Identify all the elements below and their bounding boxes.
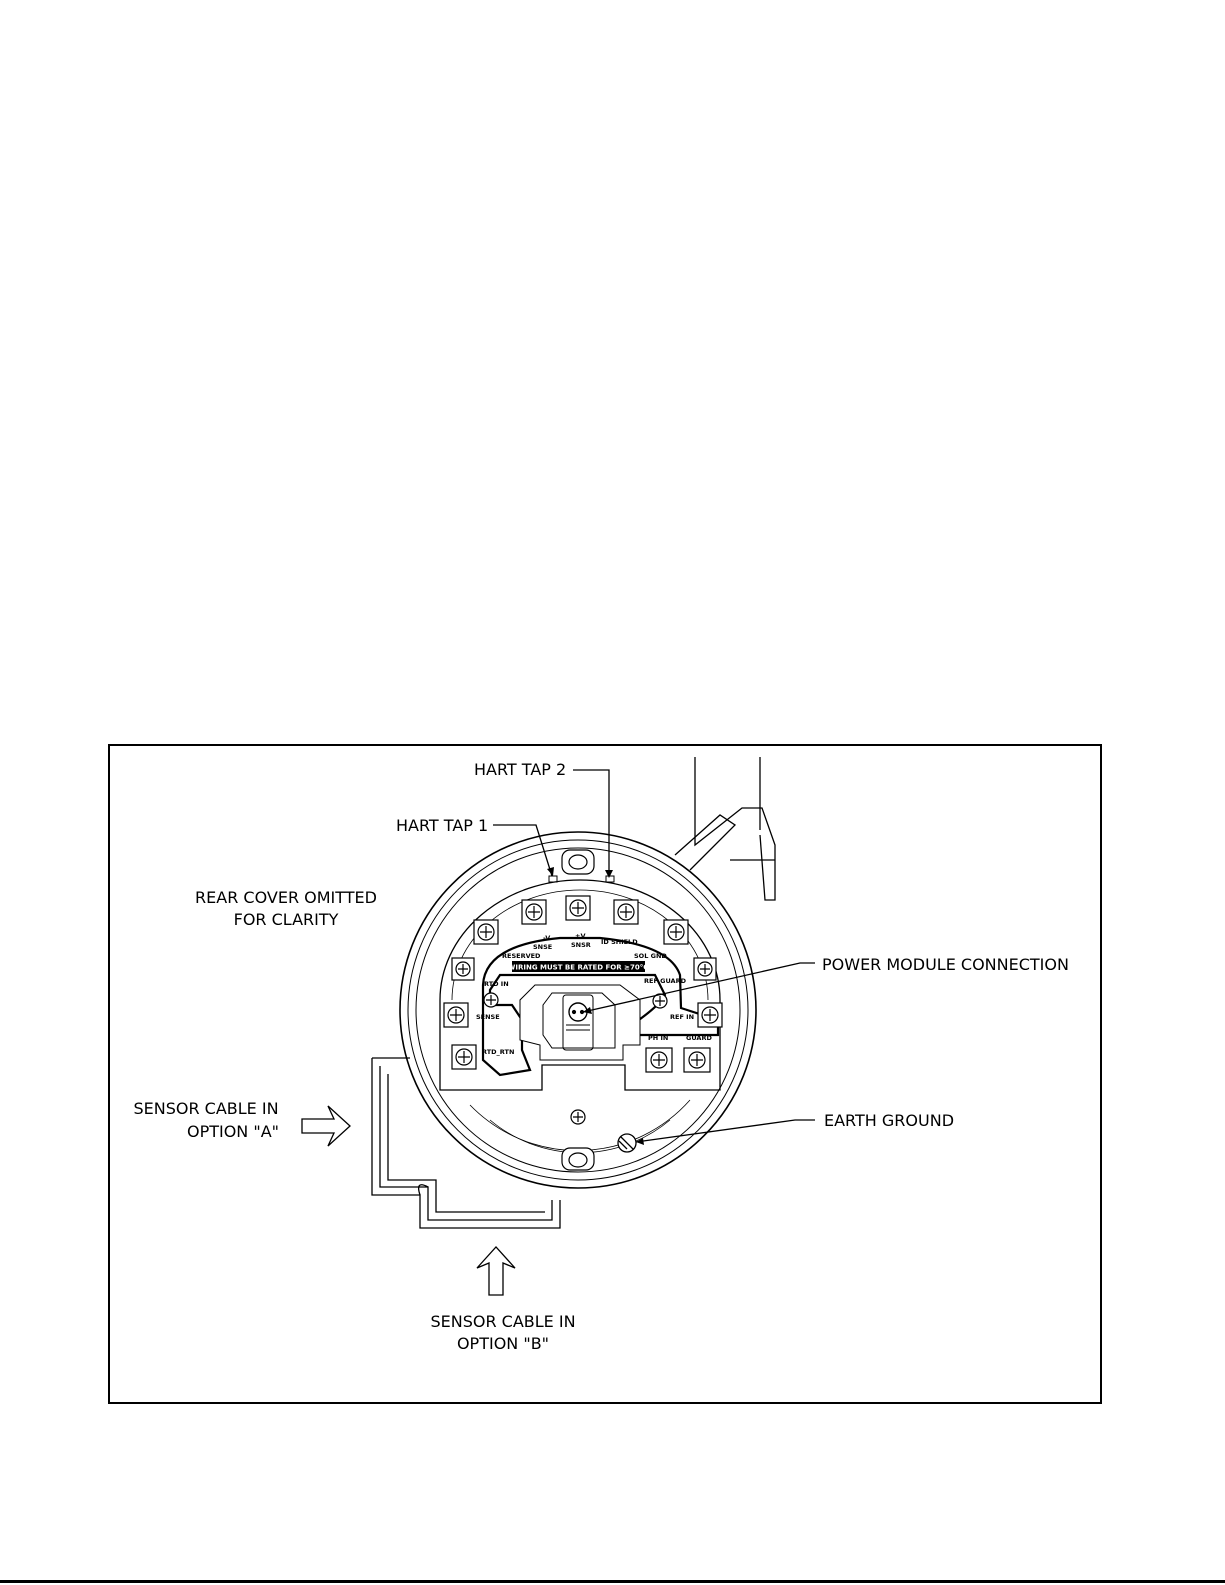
callout-sensor-b-line1: SENSOR CABLE IN (430, 1312, 576, 1331)
callout-sensor-b-line2: OPTION "B" (456, 1334, 550, 1353)
terminal-label-ref-in: REF IN (670, 1013, 695, 1021)
callout-sensor-a-line2: OPTION "A" (186, 1122, 280, 1141)
callout-rear-cover-line1: REAR COVER OMITTED (195, 888, 377, 907)
top-screw-boss (562, 850, 594, 874)
mounting-screw-bottom (571, 1110, 585, 1124)
terminal-label-pos-v: +V (575, 932, 586, 940)
arrowhead-hart-tap-1 (547, 867, 554, 876)
callout-rear-cover-line2: FOR CLARITY (233, 910, 339, 929)
terminal-label-ph-in: PH IN (648, 1034, 669, 1042)
callout-hart-tap-1: HART TAP 1 (396, 816, 489, 835)
power-module-connector (520, 985, 640, 1060)
callout-earth-ground: EARTH GROUND (824, 1111, 955, 1130)
terminal-screw-7 (694, 958, 716, 980)
terminal-label-id-shield: ID SHIELD (601, 938, 638, 946)
terminal-screw-4 (614, 900, 638, 924)
terminal-screw-1 (474, 920, 498, 944)
callout-power-module: POWER MODULE CONNECTION (822, 955, 1069, 974)
terminal-label-reserved: RESERVED (502, 952, 541, 960)
terminal-screw-3 (566, 896, 590, 920)
antenna-housing (675, 757, 775, 900)
terminal-screw-8 (444, 1003, 468, 1027)
hart-tap-2-slot (606, 876, 614, 882)
terminal-label-ref-guard: REF GUARD (644, 977, 686, 985)
arrow-option-b (477, 1247, 515, 1295)
terminal-screw-11 (646, 1048, 672, 1072)
terminal-screw-6 (452, 958, 474, 980)
leader-hart-tap-1 (493, 825, 552, 876)
mounting-screw-left (484, 993, 498, 1007)
leader-earth-ground (636, 1120, 815, 1142)
page-bottom-rule (0, 1580, 1225, 1583)
terminal-label-sol-gnd: SOL GND (634, 952, 667, 960)
terminal-label-rtd-in: RTD IN (484, 980, 509, 988)
terminal-screw-5 (664, 920, 688, 944)
terminal-screw-10 (452, 1045, 476, 1069)
terminal-screw-12 (684, 1048, 710, 1072)
bottom-screw-boss (562, 1148, 594, 1170)
callout-hart-tap-2: HART TAP 2 (474, 760, 567, 779)
terminal-screw-9 (698, 1003, 722, 1027)
terminal-label-rtd-rtn: RTD_RTN (482, 1048, 515, 1056)
terminal-screw-2 (522, 900, 546, 924)
terminal-label-sense: SENSE (476, 1013, 500, 1021)
earth-ground-screw (618, 1134, 636, 1152)
terminal-label-snse: SNSE (533, 943, 553, 951)
callout-sensor-a-line1: SENSOR CABLE IN (133, 1099, 279, 1118)
arrow-option-a (302, 1106, 350, 1146)
terminal-label-neg-v: -V (543, 934, 551, 942)
terminal-label-snsr: SNSR (571, 941, 591, 949)
terminal-label-warning: WIRING MUST BE RATED FOR ≥70°C (507, 963, 649, 972)
terminal-label-guard: GUARD (686, 1034, 712, 1042)
hart-tap-1-slot (549, 876, 557, 882)
